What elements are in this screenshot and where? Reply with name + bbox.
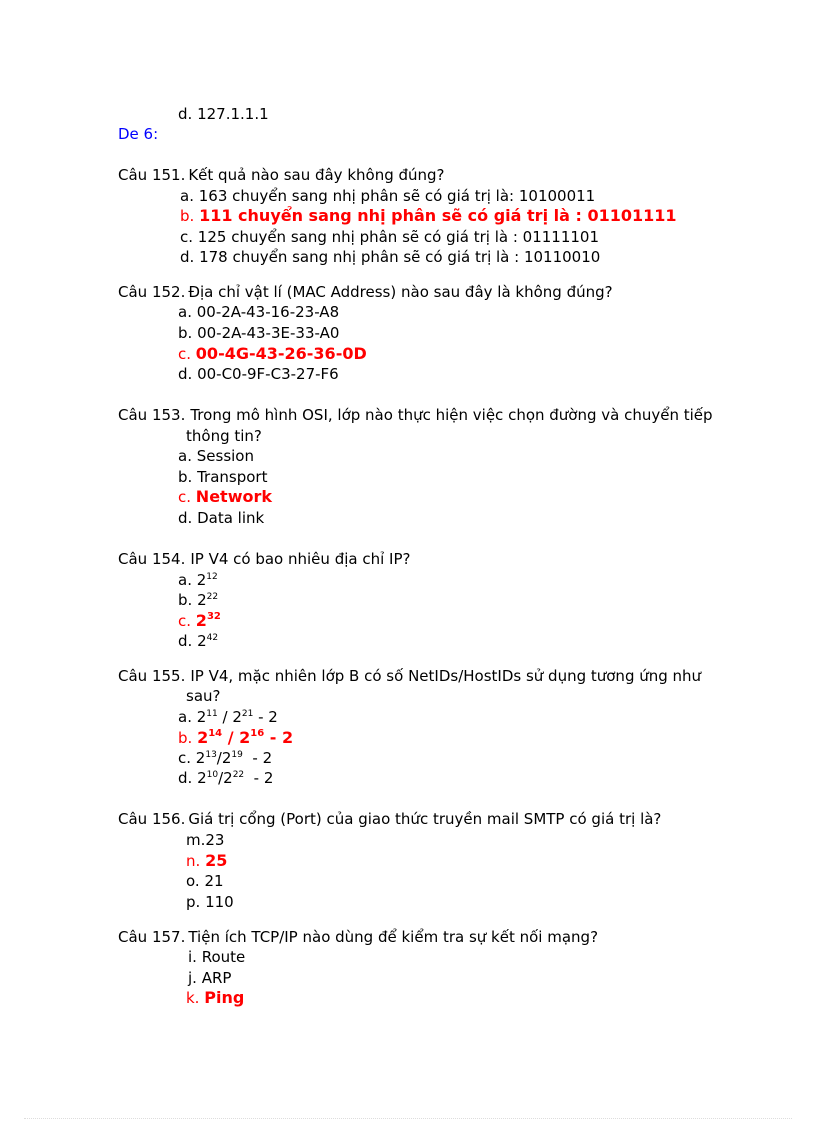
q151-option-a: a. 163 chuyển sang nhị phân sẽ có giá trị là: 10100011 — [180, 187, 596, 205]
option-d-prev: d. 127.1.1.1 — [178, 105, 269, 123]
q153-option-d: d. Data link — [178, 509, 265, 527]
question-157: Câu 157. Tiện ích TCP/IP nào dùng để kiểm tra sự kết nối mạng? — [118, 928, 599, 946]
q154-option-b: b. $2^{22}$ — [178, 591, 219, 609]
question-153-continuation: thông tin? — [186, 427, 262, 445]
question-156: Câu 156. Giá trị cổng (Port) của giao thức truyền mail SMTP có giá trị là? — [118, 810, 662, 828]
q156-option-m: m.23 — [186, 831, 225, 849]
q153-option-a: a. Session — [178, 447, 254, 465]
q157-option-j: j. ARP — [188, 969, 232, 987]
q155-option-a: a. $2^{11} / 2^{21} - 2$ — [178, 708, 278, 726]
q151-option-b-answer: b. 111 chuyển sang nhị phân sẽ có giá trị là : 01101111 — [180, 206, 677, 225]
question-155-continuation: sau? — [186, 687, 221, 705]
q152-option-d: d. 00-C0-9F-C3-27-F6 — [178, 365, 339, 383]
q155-option-d: d. $2^{10}/2^{22} - 2$ — [178, 769, 274, 787]
q153-option-c-answer: c. Network — [178, 487, 272, 506]
q155-option-b-answer: b. $2^{14} / 2^{16} - 2$ — [178, 728, 294, 747]
q152-option-a: a. 00-2A-43-16-23-A8 — [178, 303, 340, 321]
q152-option-b: b. 00-2A-43-3E-33-A0 — [178, 324, 340, 342]
question-155: Câu 155. IP V4, mặc nhiên lớp B có số NetIDs/HostIDs sử dụng tương ứng như — [118, 667, 702, 685]
q155-option-c: c. $2^{13}/2^{19} - 2$ — [178, 749, 273, 767]
q151-option-c: c. 125 chuyển sang nhị phân sẽ có giá trị là : 01111101 — [180, 228, 600, 246]
question-153: Câu 153. Trong mô hình OSI, lớp nào thực hiện việc chọn đường và chuyển tiếp — [118, 406, 713, 424]
question-151: Câu 151. Kết quả nào sau đây không đúng? — [118, 166, 445, 184]
q152-option-c-answer: c. 00-4G-43-26-36-0D — [178, 344, 367, 363]
q157-option-k-answer: k. Ping — [186, 988, 245, 1007]
q156-option-n-answer: n. 25 — [186, 851, 228, 870]
q157-option-i: i. Route — [188, 948, 246, 966]
q151-option-d: d. 178 chuyển sang nhị phân sẽ có giá trị là : 10110010 — [180, 248, 601, 266]
q156-option-o: o. 21 — [186, 872, 224, 890]
question-152: Câu 152. Địa chỉ vật lí (MAC Address) nào sau đây là không đúng? — [118, 283, 613, 301]
q153-option-b: b. Transport — [178, 468, 268, 486]
page-bottom-rule — [24, 1118, 792, 1119]
q154-option-c-answer: c. $2^{32}$ — [178, 611, 221, 630]
q156-option-p: p. 110 — [186, 893, 234, 911]
q154-option-d: d. $2^{42}$ — [178, 632, 219, 650]
section-heading: De 6: — [118, 125, 159, 143]
q154-option-a: a. $2^{12}$ — [178, 571, 218, 589]
question-154: Câu 154. IP V4 có bao nhiêu địa chỉ IP? — [118, 550, 411, 568]
